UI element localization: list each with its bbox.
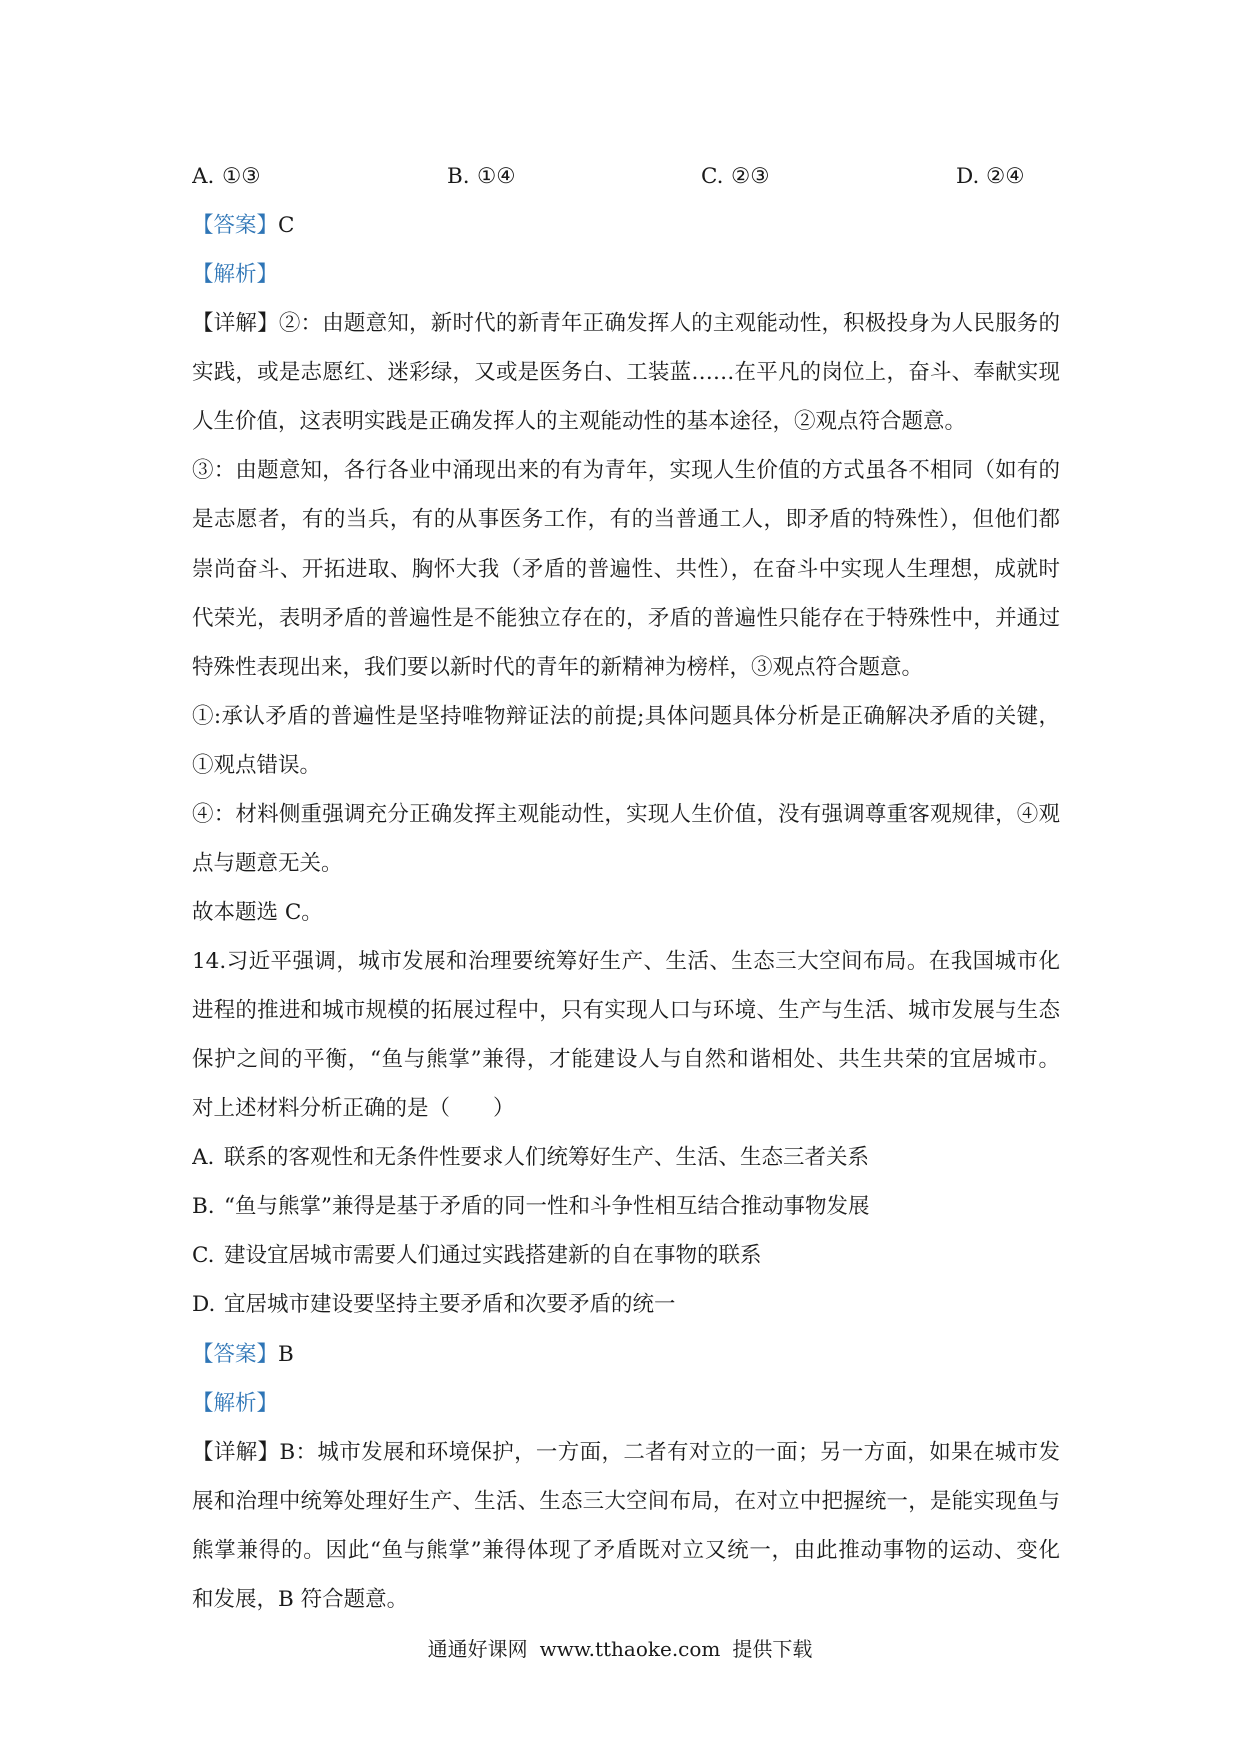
- detail-line: ④：材料侧重强调充分正确发挥主观能动性，实现人生价值，没有强调尊重客观规律，④观: [192, 801, 1060, 827]
- q14-option-d: [192, 1280, 1060, 1329]
- option-text: 建设宜居城市需要人们通过实践搭建新的自在事物的联系: [224, 1243, 762, 1269]
- footer-site-name: 通通好课网: [427, 1637, 528, 1661]
- q14-option-c: [192, 1231, 1060, 1280]
- detail-line: ①观点错误。: [192, 752, 322, 778]
- q14-option-a: [192, 1133, 1060, 1182]
- page-footer: [0, 1629, 1240, 1669]
- detail-line: 实践，或是志愿红、迷彩绿，又或是医务白、工装蓝……在平凡的岗位上，奋斗、奉献实现: [192, 360, 1060, 386]
- page-content: [192, 152, 1060, 1624]
- option-label: D.: [956, 164, 980, 189]
- answer-value: B: [278, 1341, 294, 1367]
- detail-line: 代荣光，表明矛盾的普遍性是不能独立存在的，矛盾的普遍性只能存在于特殊性中，并通过: [192, 605, 1060, 631]
- option-label: D.: [192, 1292, 216, 1318]
- option-label: B.: [192, 1194, 215, 1220]
- detail-line: 点与题意无关。: [192, 850, 343, 876]
- q13-option-a: [192, 152, 261, 201]
- option-text: 联系的客观性和无条件性要求人们统筹好生产、生活、生态三者关系: [224, 1145, 870, 1171]
- q14-option-b: [192, 1182, 1060, 1231]
- option-label: A.: [192, 1145, 215, 1171]
- option-label: C.: [192, 1243, 215, 1269]
- q14-stem-line: 对上述材料分析正确的是（ ）: [192, 1096, 515, 1122]
- q13-option-b: [447, 152, 516, 201]
- option-label: A.: [192, 164, 215, 189]
- detail-line: 熊掌兼得的。因此“鱼与熊掌”兼得体现了矛盾既对立又统一，由此推动事物的运动、变化: [192, 1537, 1060, 1563]
- footer-url: www.tthaoke.com: [539, 1637, 721, 1661]
- option-text: “鱼与熊掌”兼得是基于矛盾的同一性和斗争性相互结合推动事物发展: [224, 1194, 870, 1220]
- option-text: 宜居城市建设要坚持主要矛盾和次要矛盾的统一: [224, 1292, 676, 1318]
- detail-line: 【详解】②：由题意知，新时代的新青年正确发挥人的主观能动性，积极投身为人民服务的: [192, 311, 1060, 337]
- answer-tag: 【答案】: [192, 213, 279, 239]
- option-text: ①③: [222, 164, 261, 189]
- q14-stem-line: 14.习近平强调，城市发展和治理要统筹好生产、生活、生态三大空间布局。在我国城市化: [192, 949, 1060, 974]
- option-text: ②④: [986, 164, 1025, 189]
- detail-line: 特殊性表现出来，我们要以新时代的青年的新精神为榜样，③观点符合题意。: [192, 654, 924, 680]
- q14-analysis-heading: [192, 1379, 1060, 1428]
- q13-conclusion: 故本题选 C。: [192, 899, 323, 925]
- detail-line: 崇尚奋斗、开拓进取、胸怀大我（矛盾的普遍性、共性），在奋斗中实现人生理想，成就时: [192, 556, 1060, 582]
- q13-analysis-heading: [192, 250, 1060, 299]
- detail-line: 【详解】B：城市发展和环境保护，一方面，二者有对立的一面；另一方面，如果在城市发: [192, 1439, 1060, 1465]
- option-label: C.: [701, 164, 724, 189]
- q13-option-c: [701, 152, 770, 201]
- analysis-tag: 【解析】: [192, 1390, 279, 1416]
- option-text: ①④: [477, 164, 516, 189]
- q14-answer: [192, 1330, 1060, 1379]
- detail-line: 和发展，B 符合题意。: [192, 1586, 409, 1612]
- detail-line: 是志愿者，有的当兵，有的从事医务工作，有的当普通工人，即矛盾的特殊性），但他们都: [192, 507, 1060, 533]
- detail-line: 人生价值，这表明实践是正确发挥人的主观能动性的基本途径，②观点符合题意。: [192, 409, 967, 435]
- q13-answer: [192, 201, 1060, 250]
- option-label: B.: [447, 164, 470, 189]
- answer-value: C: [278, 213, 295, 239]
- q14-stem-line: 保护之间的平衡，“鱼与熊掌”兼得，才能建设人与自然和谐相处、共生共荣的宜居城市。: [192, 1047, 1060, 1073]
- detail-line: ①:承认矛盾的普遍性是坚持唯物辩证法的前提;具体问题具体分析是正确解决矛盾的关键，: [192, 703, 1060, 729]
- answer-tag: 【答案】: [192, 1341, 279, 1367]
- option-text: ②③: [731, 164, 770, 189]
- detail-line: ③：由题意知，各行各业中涌现出来的有为青年，实现人生价值的方式虽各不相同（如有的: [192, 458, 1060, 484]
- q14-stem-line: 进程的推进和城市规模的拓展过程中，只有实现人口与环境、生产与生活、城市发展与生态: [192, 998, 1060, 1024]
- q13-options-row: [192, 152, 1060, 201]
- q13-option-d: [956, 152, 1025, 201]
- analysis-tag: 【解析】: [192, 262, 279, 288]
- footer-suffix: 提供下载: [732, 1637, 813, 1661]
- detail-line: 展和治理中统筹处理好生产、生活、生态三大空间布局，在对立中把握统一，是能实现鱼与: [192, 1488, 1060, 1514]
